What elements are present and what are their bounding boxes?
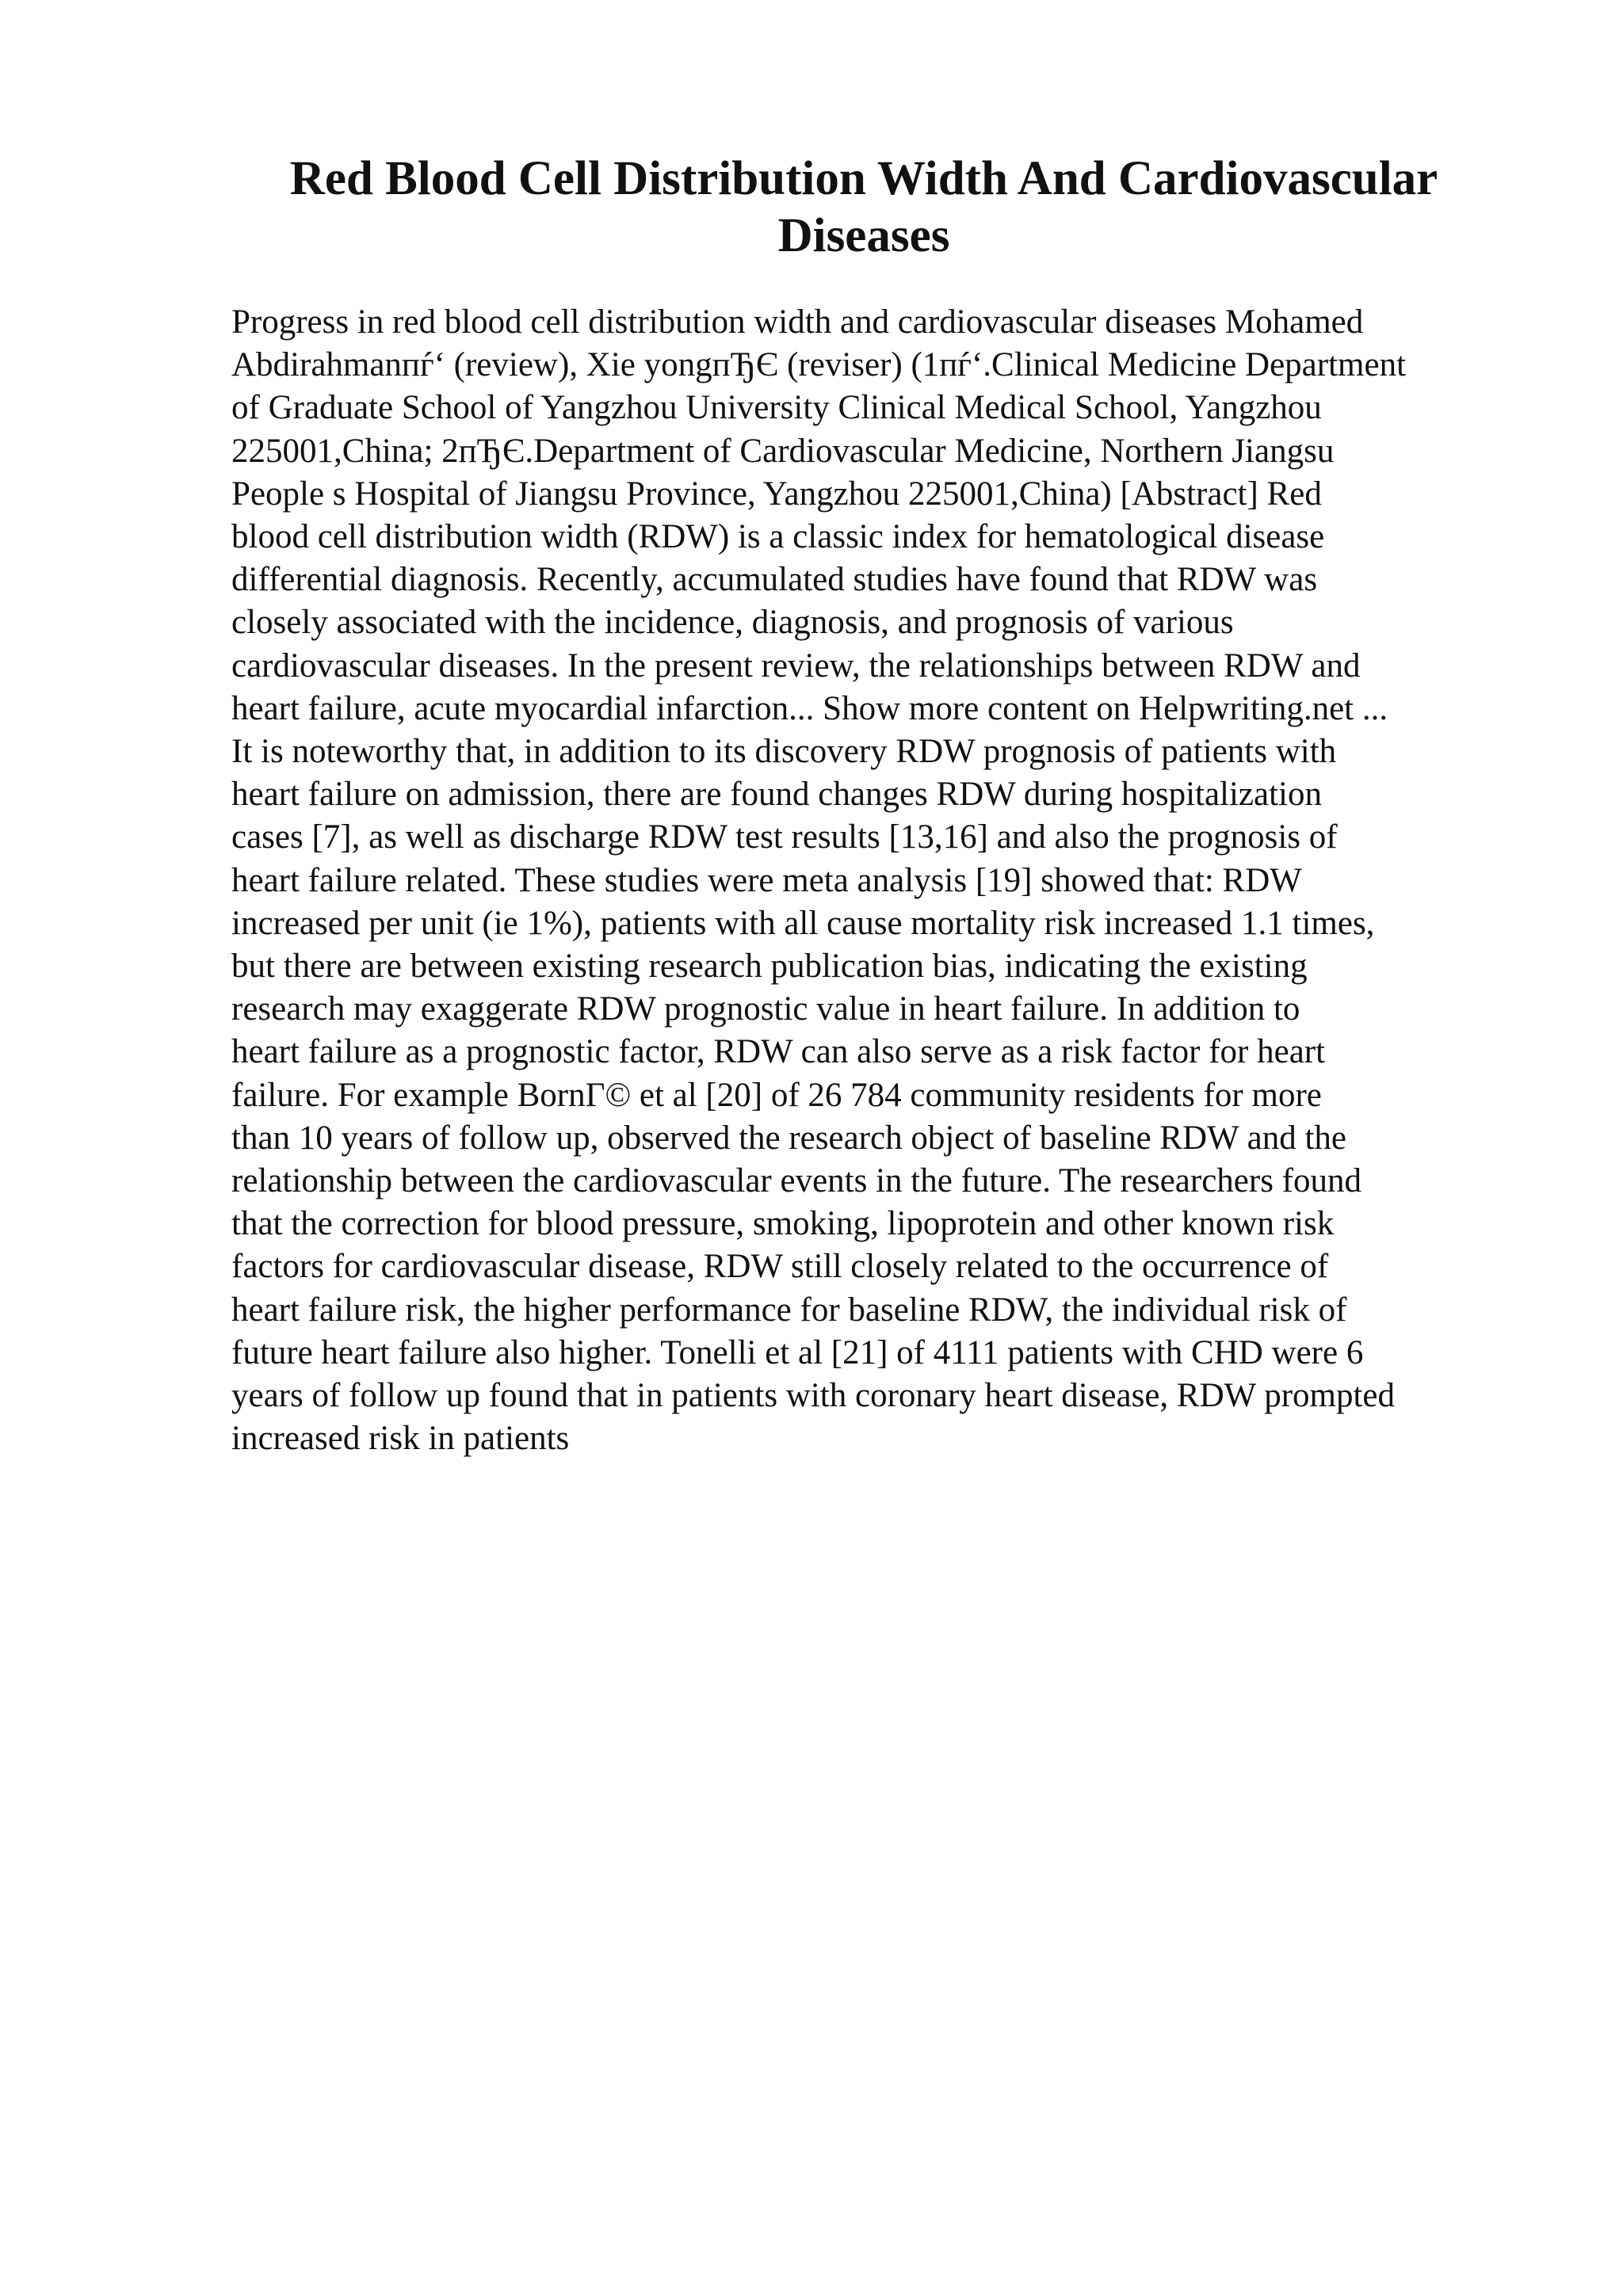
body-line: that the correction for blood pressure, smoking, lipoprotein and other known risk — [231, 1205, 1335, 1243]
body-line: relationship between the cardiovascular events in the future. The researchers found — [231, 1162, 1361, 1200]
body-line: factors for cardiovascular disease, RDW still closely related to the occurrence of — [231, 1248, 1329, 1286]
body-line: years of follow up found that in patients with coronary heart disease, RDW prompted — [231, 1377, 1396, 1415]
title-line-2: Diseases — [777, 209, 950, 262]
body-line: differential diagnosis. Recently, accumulated studies have found that RDW was — [231, 561, 1318, 599]
body-line: heart failure related. These studies were meta analysis [19] showed that: RDW — [231, 861, 1302, 899]
body-line: heart failure risk, the higher performance for baseline RDW, the individual risk of — [231, 1291, 1347, 1329]
body-line: increased per unit (ie 1%), patients with all cause mortality risk increased 1.1 times, — [231, 904, 1375, 942]
title-line-1: Red Blood Cell Distribution Width And Cardiovascular — [289, 152, 1438, 205]
body-line: Abdirahmanпѓ‘ (review), Xie yongпЂЄ (reviser) (1пѓ‘.Clinical Medicine Department — [231, 346, 1407, 384]
body-line: heart failure, acute myocardial infarction... Show more content on Helpwriting.net ... — [231, 689, 1388, 727]
body-line: Progress in red blood cell distribution width and cardiovascular diseases Mohamed — [231, 303, 1364, 341]
document-title — [230, 151, 1498, 265]
body-line: of Graduate School of Yangzhou University Clinical Medical School, Yangzhou — [231, 389, 1322, 427]
body-line: increased risk in patients — [231, 1420, 570, 1458]
body-line: research may exaggerate RDW prognostic value in heart failure. In addition to — [231, 990, 1300, 1028]
body-line: cases [7], as well as discharge RDW test results [13,16] and also the prognosis of — [231, 818, 1338, 856]
body-line: blood cell distribution width (RDW) is a classic index for hematological disease — [231, 518, 1325, 556]
body-line: 225001,China; 2пЂЄ.Department of Cardiovascular Medicine, Northern Jiangsu — [231, 432, 1335, 470]
body-line: closely associated with the incidence, diagnosis, and prognosis of various — [231, 604, 1234, 642]
body-line: heart failure as a prognostic factor, RDW can also serve as a risk factor for heart — [231, 1033, 1326, 1071]
body-line: cardiovascular diseases. In the present review, the relationships between RDW and — [231, 646, 1361, 685]
body-line: than 10 years of follow up, observed the research object of baseline RDW and the — [231, 1119, 1346, 1157]
body-line: but there are between existing research publication bias, indicating the existing — [231, 948, 1308, 986]
body-line: It is noteworthy that, in addition to its discovery RDW prognosis of patients with — [231, 733, 1337, 771]
body-line: People s Hospital of Jiangsu Province, Yangzhou 225001,China) [Abstract] Red — [231, 475, 1322, 513]
body-line: failure. For example BornГ© et al [20] of 26 784 community residents for more — [231, 1076, 1322, 1114]
body-line: heart failure on admission, there are found changes RDW during hospitalization — [231, 776, 1322, 814]
body-line: future heart failure also higher. Tonelli et al [21] of 4111 patients with CHD were 6 — [231, 1333, 1364, 1371]
document-body — [231, 301, 1531, 1460]
